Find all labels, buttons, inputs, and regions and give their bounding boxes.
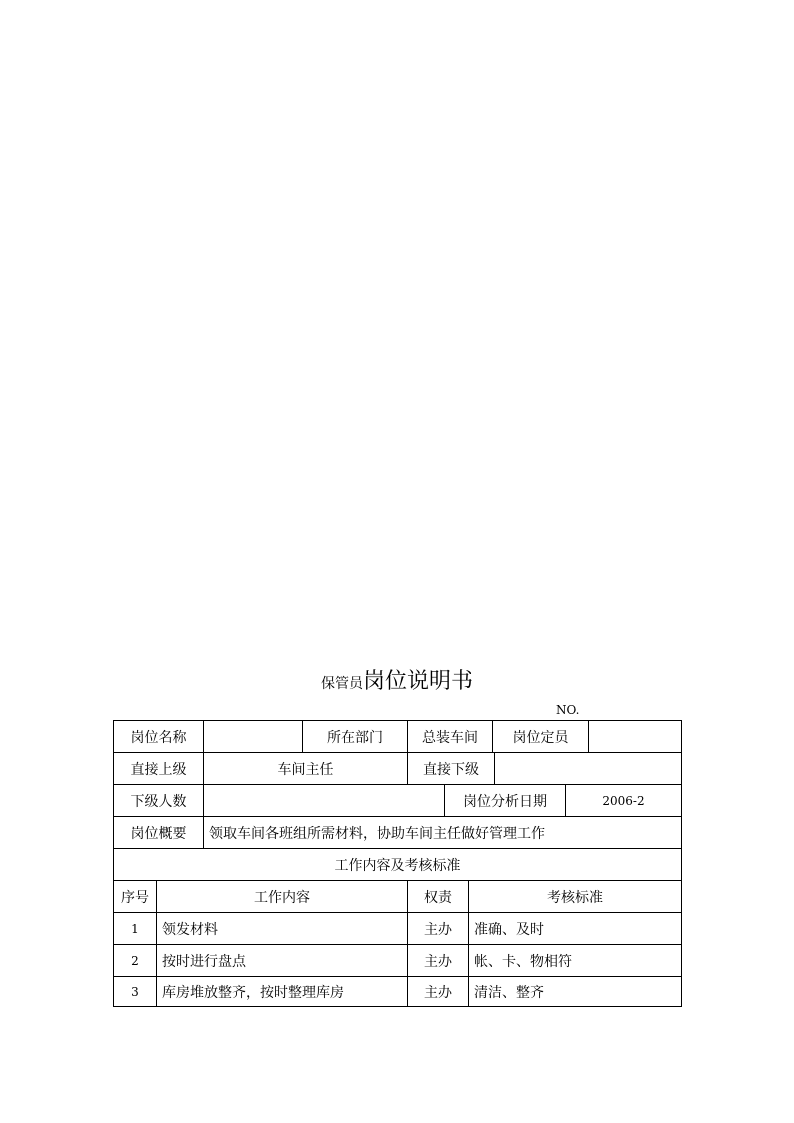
subordinate-value xyxy=(494,752,682,785)
number-label: NO. xyxy=(556,703,580,717)
analysis-date-label: 岗位分析日期 xyxy=(463,793,547,810)
sub-count-label: 下级人数 xyxy=(130,793,187,810)
document-title xyxy=(0,664,794,695)
superior-value: 车间主任 xyxy=(277,761,334,778)
duty-standard: 准确、及时 xyxy=(474,921,544,938)
header-standard: 考核标准 xyxy=(547,889,603,906)
title-prefix: 保管员 xyxy=(320,676,363,692)
summary-value: 领取车间各班组所需材料，协助车间主任做好管理工作 xyxy=(209,825,545,842)
duty-standard: 清洁、整齐 xyxy=(474,984,544,1001)
analysis-date-value: 2006-2 xyxy=(602,793,645,808)
headcount-value xyxy=(588,720,682,753)
section-title: 工作内容及考核标准 xyxy=(334,857,461,874)
headcount-label: 岗位定员 xyxy=(512,729,569,746)
department-label: 所在部门 xyxy=(327,729,383,746)
duty-content: 领发材料 xyxy=(162,921,218,938)
duty-no: 2 xyxy=(131,953,139,968)
job-description-table xyxy=(113,720,682,1007)
duty-authority: 主办 xyxy=(424,921,452,938)
duty-authority: 主办 xyxy=(424,953,452,970)
department-value: 总装车间 xyxy=(422,729,478,746)
header-authority: 权责 xyxy=(424,889,452,906)
duty-no: 3 xyxy=(131,984,139,999)
header-no: 序号 xyxy=(121,889,149,906)
duty-content: 库房堆放整齐，按时整理库房 xyxy=(162,984,344,1001)
summary-label: 岗位概要 xyxy=(130,825,187,842)
header-content: 工作内容 xyxy=(254,889,310,906)
duty-standard: 帐、卡、物相符 xyxy=(474,953,572,970)
superior-label: 直接上级 xyxy=(130,761,187,778)
duty-no: 1 xyxy=(131,921,139,936)
title-main: 岗位说明书 xyxy=(362,669,473,694)
duty-content: 按时进行盘点 xyxy=(162,953,246,970)
post-name-value xyxy=(203,720,303,753)
duty-authority: 主办 xyxy=(424,984,452,1001)
subordinate-label: 直接下级 xyxy=(423,761,479,778)
sub-count-value xyxy=(203,784,445,817)
post-name-label: 岗位名称 xyxy=(130,729,187,746)
